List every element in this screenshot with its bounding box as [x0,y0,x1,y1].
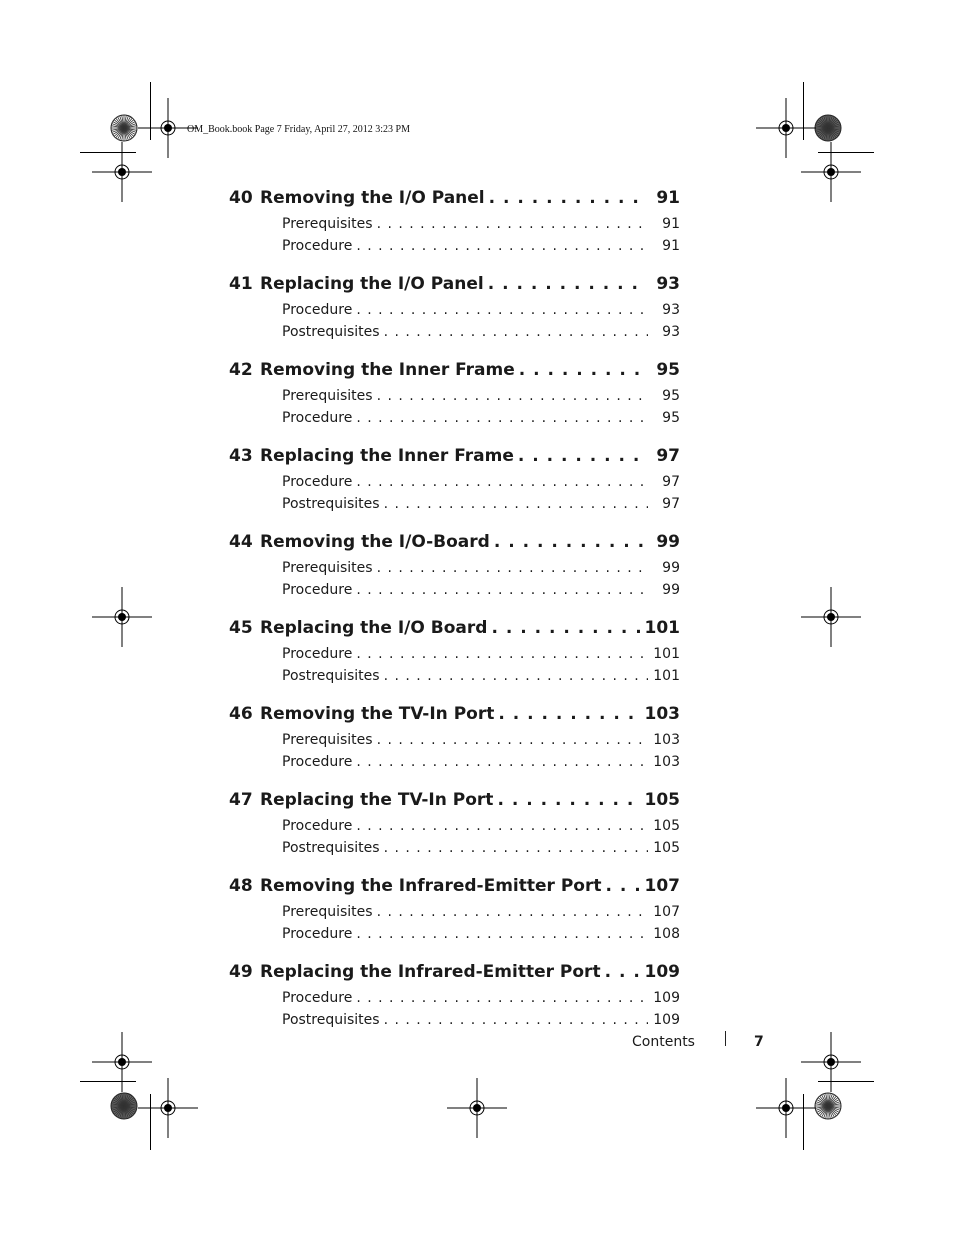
crop-line [150,82,151,140]
toc-sub-entry[interactable] [229,668,680,690]
section-title: Procedure [282,754,353,770]
chapter-number: 47 [229,790,253,810]
toc-sub-entry[interactable] [229,474,680,496]
dot-leader [377,216,648,232]
toc-sub-entry[interactable] [229,496,680,518]
toc-chapter [229,790,680,862]
chapter-page: 109 [644,962,680,982]
chapter-title: Replacing the I/O Panel [260,274,484,294]
chapter-title: Removing the I/O Panel [260,188,485,208]
section-page: 105 [653,840,680,856]
chapter-number: 45 [229,618,253,638]
chapter-number: 41 [229,274,253,294]
section-title: Prerequisites [282,560,373,576]
toc-sub-entry[interactable] [229,1012,680,1034]
section-title: Prerequisites [282,904,373,920]
dot-leader [489,188,646,208]
toc-chapter-entry[interactable] [229,532,680,560]
chapter-title: Replacing the Inner Frame [260,446,514,466]
section-page: 107 [653,904,680,920]
toc-sub-entry[interactable] [229,238,680,260]
section-title: Prerequisites [282,388,373,404]
footer-divider [725,1031,726,1046]
crop-line [80,152,136,153]
toc-sub-entry[interactable] [229,410,680,432]
dot-leader [497,790,640,810]
section-page: 95 [662,388,680,404]
section-page: 101 [653,646,680,662]
section-title: Procedure [282,818,353,834]
section-title: Procedure [282,990,353,1006]
dot-leader [518,446,646,466]
starburst-mark [814,1092,842,1120]
dot-leader [494,532,646,552]
chapter-number: 42 [229,360,253,380]
section-page: 93 [662,302,680,318]
section-page: 91 [662,238,680,254]
toc-chapter [229,188,680,260]
chapter-title: Removing the I/O-Board [260,532,490,552]
section-title: Postrequisites [282,840,380,856]
section-page: 99 [662,560,680,576]
chapter-page: 105 [644,790,680,810]
toc-chapter [229,360,680,432]
chapter-page: 99 [656,532,680,552]
dot-leader [377,732,648,748]
section-title: Postrequisites [282,324,380,340]
section-page: 103 [653,754,680,770]
toc-chapter [229,618,680,690]
registration-mark [138,1078,198,1138]
chapter-number: 46 [229,704,253,724]
section-page: 91 [662,216,680,232]
chapter-number: 43 [229,446,253,466]
toc-chapter-entry[interactable] [229,188,680,216]
section-page: 109 [653,1012,680,1028]
toc-sub-entry[interactable] [229,754,680,776]
toc-sub-entry[interactable] [229,904,680,926]
section-page: 97 [662,474,680,490]
section-page: 109 [653,990,680,1006]
starburst-mark [110,114,138,142]
table-of-contents [229,188,680,1048]
section-title: Procedure [282,302,353,318]
section-page: 105 [653,818,680,834]
dot-leader [356,238,648,254]
toc-chapter-entry[interactable] [229,446,680,474]
dot-leader [377,388,648,404]
dot-leader [605,962,641,982]
dot-leader [356,754,648,770]
dot-leader [356,990,648,1006]
section-page: 93 [662,324,680,340]
toc-sub-entry[interactable] [229,582,680,604]
dot-leader [384,1012,648,1028]
toc-sub-entry[interactable] [229,560,680,582]
section-title: Prerequisites [282,732,373,748]
dot-leader [498,704,640,724]
dot-leader [377,904,648,920]
chapter-title: Replacing the I/O Board [260,618,488,638]
chapter-number: 44 [229,532,253,552]
section-title: Postrequisites [282,668,380,684]
chapter-number: 40 [229,188,253,208]
section-title: Postrequisites [282,496,380,512]
crop-line [803,1094,804,1150]
footer-section: Contents [632,1034,695,1050]
chapter-page: 97 [656,446,680,466]
chapter-page: 93 [656,274,680,294]
toc-sub-entry[interactable] [229,840,680,862]
toc-chapter-entry[interactable] [229,876,680,904]
registration-mark [801,587,861,647]
section-page: 101 [653,668,680,684]
toc-sub-entry[interactable] [229,818,680,840]
crop-line [80,1081,136,1082]
registration-mark [92,587,152,647]
crop-line [150,1094,151,1150]
chapter-page: 103 [644,704,680,724]
toc-sub-entry[interactable] [229,324,680,346]
toc-sub-entry[interactable] [229,388,680,410]
chapter-title: Replacing the TV-In Port [260,790,494,810]
section-title: Prerequisites [282,216,373,232]
section-title: Procedure [282,410,353,426]
print-slug: OM_Book.book Page 7 Friday, April 27, 2012 3:23 PM [187,124,410,135]
section-title: Procedure [282,646,353,662]
toc-chapter-entry[interactable] [229,618,680,646]
dot-leader [491,618,640,638]
section-title: Postrequisites [282,1012,380,1028]
chapter-title: Replacing the Infrared-Emitter Port [260,962,601,982]
starburst-mark [110,1092,138,1120]
dot-leader [356,582,648,598]
dot-leader [488,274,646,294]
toc-chapter-entry[interactable] [229,790,680,818]
registration-mark [801,142,861,202]
section-page: 108 [653,926,680,942]
section-title: Procedure [282,474,353,490]
chapter-title: Removing the Inner Frame [260,360,515,380]
toc-sub-entry[interactable] [229,926,680,948]
section-title: Procedure [282,926,353,942]
dot-leader [377,560,648,576]
toc-chapter-entry[interactable] [229,360,680,388]
chapter-page: 95 [656,360,680,380]
dot-leader [519,360,646,380]
dot-leader [384,496,648,512]
toc-chapter [229,876,680,948]
starburst-mark [814,114,842,142]
toc-chapter-entry[interactable] [229,962,680,990]
toc-chapter [229,704,680,776]
toc-chapter [229,274,680,346]
chapter-title: Removing the Infrared-Emitter Port [260,876,602,896]
dot-leader [384,840,648,856]
dot-leader [606,876,641,896]
dot-leader [356,818,648,834]
chapter-number: 48 [229,876,253,896]
toc-chapter [229,532,680,604]
toc-sub-entry[interactable] [229,216,680,238]
dot-leader [384,668,648,684]
chapter-page: 107 [644,876,680,896]
crop-line [818,152,874,153]
chapter-number: 49 [229,962,253,982]
crop-line [803,82,804,140]
section-page: 103 [653,732,680,748]
toc-chapter-entry[interactable] [229,704,680,732]
chapter-title: Removing the TV-In Port [260,704,495,724]
footer-page-number: 7 [753,1034,764,1050]
toc-sub-entry[interactable] [229,990,680,1012]
toc-sub-entry[interactable] [229,646,680,668]
registration-mark [447,1078,507,1138]
dot-leader [356,474,648,490]
section-title: Procedure [282,238,353,254]
dot-leader [356,410,648,426]
section-page: 99 [662,582,680,598]
toc-sub-entry[interactable] [229,302,680,324]
toc-chapter [229,446,680,518]
toc-chapter-entry[interactable] [229,274,680,302]
toc-chapter [229,962,680,1034]
dot-leader [384,324,648,340]
registration-mark [756,1078,816,1138]
dot-leader [356,302,648,318]
chapter-page: 91 [656,188,680,208]
dot-leader [356,926,648,942]
page-footer [632,1031,764,1050]
section-page: 97 [662,496,680,512]
toc-sub-entry[interactable] [229,732,680,754]
chapter-page: 101 [644,618,680,638]
crop-line [818,1081,874,1082]
section-page: 95 [662,410,680,426]
registration-mark [92,142,152,202]
dot-leader [356,646,648,662]
section-title: Procedure [282,582,353,598]
